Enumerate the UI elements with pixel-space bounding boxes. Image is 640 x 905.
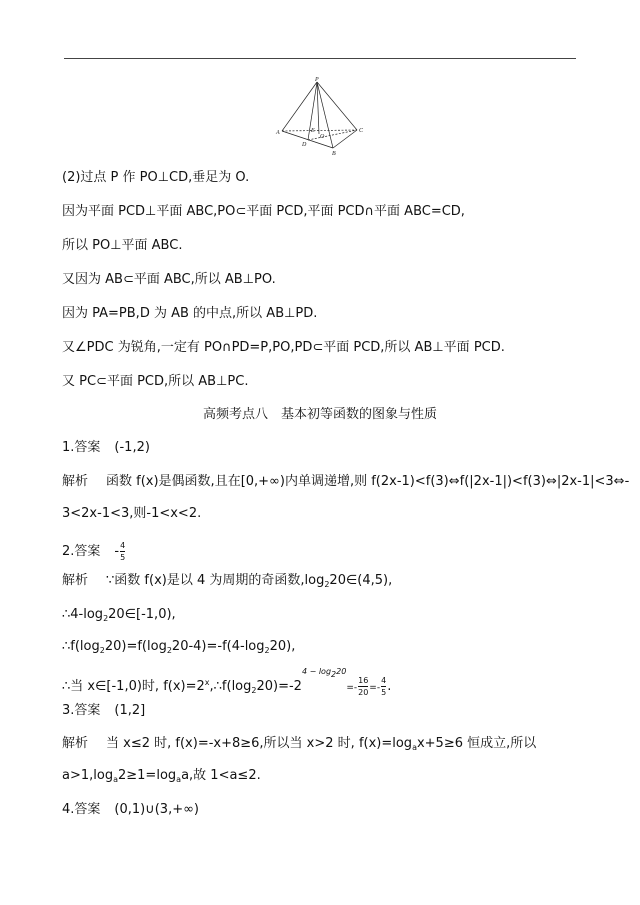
q2-answer-fraction	[120, 540, 125, 563]
proof-line-4: 又因为 AB⊂平面 ABC,所以 AB⊥PO.	[62, 272, 276, 287]
q3-answer-line	[62, 703, 145, 719]
q3-analysis-line-2: $a>1,\log_a2\ge 1=\log_aa$,故 1<a≤2.	[62, 768, 261, 784]
q1-label: 1.答案	[62, 440, 101, 455]
label-c: C	[359, 128, 364, 134]
edge-dc-hidden	[308, 130, 357, 140]
q2-answer-sign: -	[114, 544, 120, 559]
header-rule	[64, 58, 576, 59]
proof-line-3: 所以 PO⊥平面 ABC.	[62, 238, 183, 253]
q1-analysis-line-2: 3<2x-1<3,则-1<x<2.	[62, 506, 202, 521]
q1-analysis-label: 解析	[62, 474, 89, 489]
label-d: D	[302, 142, 307, 148]
proof-line-5: 因为 PA=PB,D 为 AB 的中点,所以 AB⊥PD.	[62, 306, 318, 321]
proof-line-2: 因为平面 PCD⊥平面 ABC,PO⊂平面 PCD,平面 PCD∩平面 ABC=CD,	[62, 204, 465, 219]
q2-fraction-4-5: $\frac{4}{5}$	[381, 676, 387, 697]
q3-analysis-line-1: 解析 当 x≤2 时, f(x)=-x+8≥6,所以当 x>2 时, $f(x)=\log_ax+5\ge 6$ 恒成立,所以	[62, 736, 537, 752]
q3-analysis-label: 解析	[62, 736, 89, 751]
q2-fraction-16-20: $\frac{16}{20}$	[358, 676, 369, 697]
q1-answer: (-1,2)	[114, 440, 150, 455]
q2-analysis-line-3: $\therefore f(\log_220)=f(\log_220-4)=-f(4-\log_220)$,	[62, 639, 296, 655]
q4-answer: (0,1)∪(3,+∞)	[114, 802, 200, 817]
q1-analysis-line-1	[62, 474, 629, 490]
q2-answer-den: 5	[120, 553, 126, 562]
label-a: A	[276, 130, 280, 136]
q1-answer-line	[62, 440, 150, 456]
q2-analysis-line-1: 解析 ∵函数 f(x)是以 4 为周期的奇函数$,\log_220\in(4,5)$,	[62, 573, 393, 589]
proof-line-1: (2)过点 P 作 PO⊥CD,垂足为 O.	[62, 170, 250, 185]
q4-answer-line	[62, 802, 199, 818]
q2-answer-num: 4	[120, 541, 126, 550]
q3-answer: (1,2]	[114, 703, 146, 718]
edge-pa	[282, 82, 317, 131]
q2-answer-line	[62, 540, 126, 563]
q2-analysis-line-2: $\therefore 4-\log_220\in[-1,0)$,	[62, 607, 176, 623]
q2-analysis-line-4: ∴当 x∈[-1,0)时, $f(x)=2^x,\therefore f(\log_220)=-2^{4 - log_220}=-\frac{16}{20}$ $=-\frac{4}{5}$ .	[62, 667, 392, 697]
edge-ac-hidden	[282, 130, 357, 131]
q4-label: 4.答案	[62, 802, 101, 817]
label-b: B	[332, 151, 336, 156]
q2-exponent: 4 − log220	[301, 667, 347, 679]
edge-bc	[333, 130, 357, 148]
q2-label: 2.答案	[62, 544, 101, 559]
q2-analysis-label: 解析	[62, 573, 89, 588]
label-e: E	[311, 128, 315, 134]
edge-ab	[282, 131, 333, 148]
q3-label: 3.答案	[62, 703, 101, 718]
q1-analysis-text-1: 函数 f(x)是偶函数,且在[0,+∞)内单调递增,则 f(2x-1)<f(3)⇔f(|2x-1|)<f(3)⇔|2x-1|<3⇔-	[106, 474, 630, 489]
proof-line-7: 又 PC⊂平面 PCD,所以 AB⊥PC.	[62, 374, 249, 389]
section-title: 高频考点八 基本初等函数的图象与性质	[202, 407, 437, 422]
label-o: O	[320, 134, 325, 140]
label-p: P	[315, 77, 319, 83]
pyramid-figure	[275, 76, 375, 156]
proof-line-6: 又∠PDC 为锐角,一定有 PO∩PD=P,PO,PD⊂平面 PCD,所以 AB⊥平面 PCD.	[62, 340, 505, 355]
